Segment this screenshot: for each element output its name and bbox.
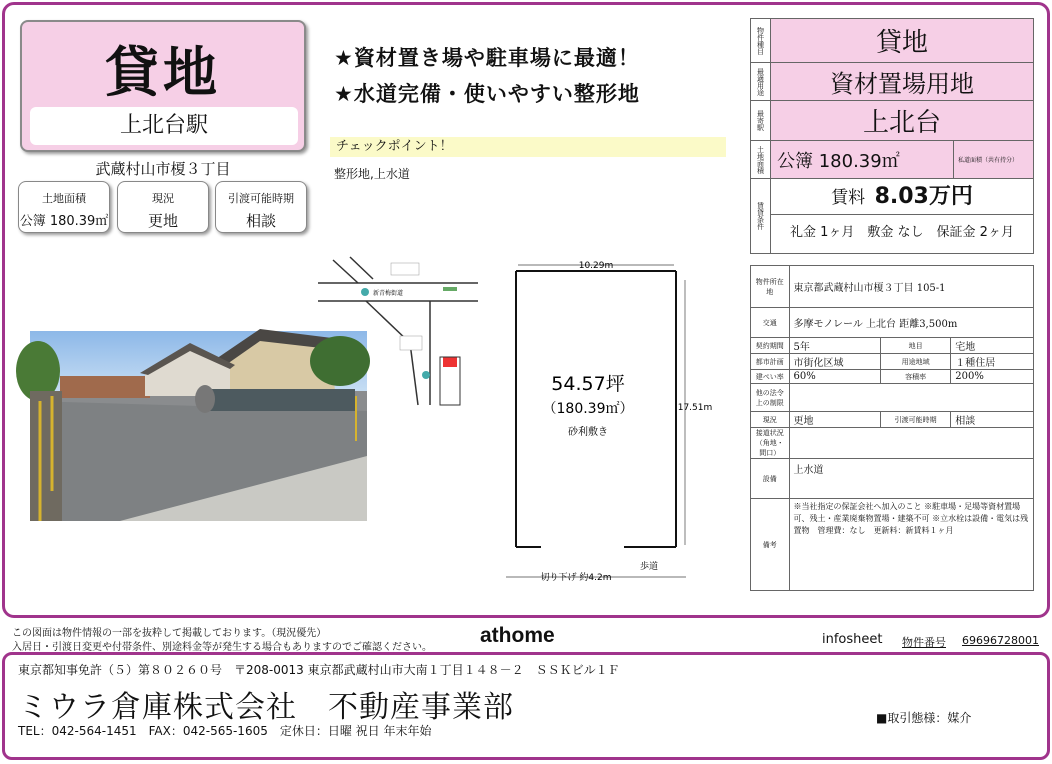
road-access-label: 接道状況（角地・間口）: [751, 428, 790, 459]
curb-cut-label: 切り下げ 約4.2m: [540, 573, 612, 583]
other-law-label: 他の法令上の制限: [751, 384, 790, 412]
contract-label: 契約期間: [751, 338, 790, 354]
bcr-label: 建ぺい率: [751, 370, 790, 384]
deal-type: ■取引態様：媒介: [876, 711, 972, 725]
status-label-tbl: 現況: [751, 412, 790, 428]
checkpoint-text: 整形地,上水道: [334, 167, 410, 181]
rent-prefix: 賃料: [831, 188, 866, 208]
address-short: 武蔵村山市榎３丁目: [95, 160, 231, 178]
notice-line-2: 入居日・引渡日変更や付帯条件、別途料金等が発生する場合もありますのでご確認ください。: [12, 642, 432, 653]
headline-2: ★水道完備・使いやすい整形地: [334, 82, 640, 106]
kind-label: 物件種目: [751, 19, 771, 63]
headline-1: ★資材置き場や駐車場に最適！: [334, 46, 640, 70]
map-property-marker: [443, 357, 457, 367]
property-type-title: 貸地: [105, 41, 221, 104]
tsubo-area: 54.57坪: [551, 373, 625, 395]
area-value-tbl: 公簿 180.39㎡: [771, 141, 954, 179]
area-infobox: [18, 181, 110, 233]
summary-table: [750, 18, 1034, 254]
handover-value-tbl: 相談: [951, 412, 1034, 428]
company-contact: TEL：042-564-1451 FAX：042-565-1605 定休日：日曜 祝日 年末年始: [18, 724, 432, 738]
remarks-value: ※当社指定の保証会社へ加入のこと ※駐車場・足場等資材置場可、残土・産業廃棄物置場・建築不可 ※立水栓は設備・電気は残置物 管理費：なし 更新料：新賃料１ヶ月: [789, 499, 1033, 591]
station-label: 最寄駅: [751, 101, 771, 141]
rent-value: 8.03万円: [874, 184, 973, 209]
private-road-label: 私道面積（共有持分）: [954, 141, 1034, 179]
facility-label: 設備: [751, 459, 790, 499]
status-label: 現況: [152, 192, 174, 205]
transport-label: 交通: [751, 308, 790, 338]
status-infobox: [117, 181, 209, 233]
kind-value: 貸地: [771, 19, 1034, 63]
surface-label: 砂利敷き: [568, 427, 608, 438]
listing-number: 69696728001: [962, 634, 1039, 647]
detail-table: [750, 265, 1034, 591]
city-plan-value: 市街化区域: [789, 354, 880, 370]
area-value: 公簿 180.39㎡: [19, 214, 109, 229]
far-value: 200%: [951, 370, 1034, 384]
bcr-value: 60%: [789, 370, 880, 384]
map-station-icon: [361, 288, 369, 296]
chimoku-value: 宅地: [951, 338, 1034, 354]
status-value: 更地: [147, 212, 178, 230]
status-value-tbl: 更地: [789, 412, 880, 428]
zoning-label: 用途地域: [880, 354, 950, 370]
area-label: 土地面積: [42, 192, 86, 205]
sqm-area: （180.39㎡）: [542, 401, 634, 417]
plot-diagram: [496, 255, 713, 590]
listing-number-label: 物件番号: [902, 636, 946, 649]
station-name: 上北台駅: [30, 107, 298, 145]
depth-label: 17.51m: [677, 403, 713, 413]
location-label: 物件所在地: [751, 266, 790, 308]
remarks-label: 備考: [751, 499, 790, 591]
property-photo: [30, 331, 367, 521]
title-box: [20, 20, 306, 152]
use-label: 最適用途: [751, 63, 771, 101]
location-value: 東京都武蔵村山市榎３丁目 105-1: [789, 266, 1033, 308]
map-busstop-icon: [422, 371, 430, 379]
notice-line-1: この図面は物件情報の一部を抜粋して掲載しております。（現況優先）: [12, 628, 327, 639]
far-label: 容積率: [880, 370, 950, 384]
transport-value: 多摩モノレール 上北台 距離3,500m: [789, 308, 1033, 338]
infosheet-label: infosheet: [822, 632, 883, 647]
company-name: ミウラ倉庫株式会社 不動産事業部: [18, 690, 514, 725]
handover-label-tbl: 引渡可能時期: [880, 412, 950, 428]
zoning-value: １種住居: [951, 354, 1034, 370]
company-license: 東京都知事免許（５）第８０２６０号 〒208-0013 東京都武蔵村山市大南１丁目１４８－２ ＳＳＫビル１Ｆ: [18, 663, 620, 677]
chimoku-label: 地目: [880, 338, 950, 354]
rent-label: 賃貸条件: [751, 179, 771, 254]
sidewalk-label: 歩道: [639, 562, 659, 572]
checkpoint-label: チェックポイント！: [330, 137, 726, 157]
handover-label: 引渡可能時期: [228, 192, 294, 205]
athome-logo: athome: [480, 624, 555, 647]
handover-infobox: [215, 181, 307, 233]
use-value: 資材置場用地: [771, 63, 1034, 101]
facility-value: 上水道: [789, 459, 1033, 499]
area-label-tbl: 土地面積: [751, 141, 771, 179]
handover-value: 相談: [245, 212, 276, 230]
map-road-label: 新青梅街道: [373, 290, 404, 297]
contract-value: 5年: [789, 338, 880, 354]
rent-terms: 礼金 1ヶ月 敷金 なし 保証金 2ヶ月: [790, 225, 1014, 240]
city-plan-label: 都市計画: [751, 354, 790, 370]
top-width-label: 10.29m: [578, 261, 614, 271]
station-value: 上北台: [771, 101, 1034, 141]
